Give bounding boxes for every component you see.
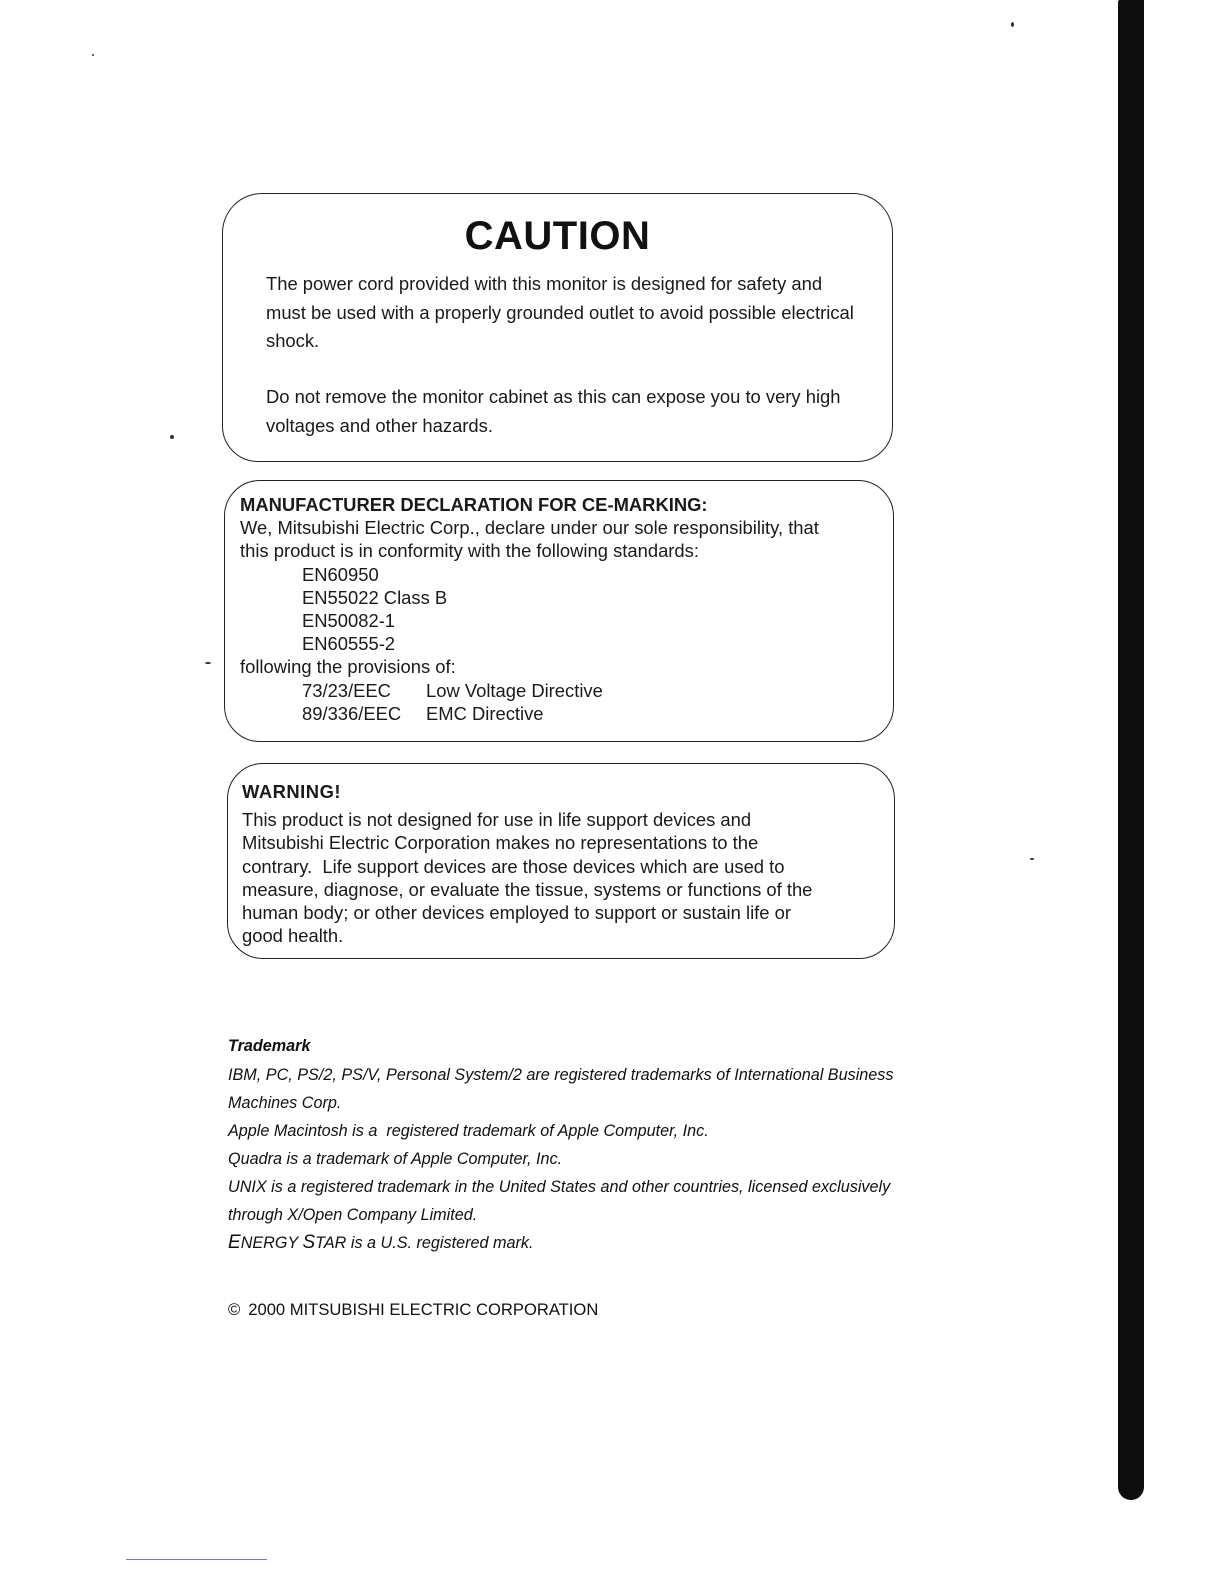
warning-title: WARNING! — [242, 781, 342, 802]
standard-item: EN50082-1 — [302, 610, 396, 632]
ce-declaration-title: MANUFACTURER DECLARATION FOR CE-MARKING: — [240, 494, 708, 515]
copyright-symbol: © — [228, 1300, 241, 1319]
copyright-line — [228, 1300, 598, 1320]
warning-line: contrary. Life support devices are those devices which are used to — [242, 855, 785, 877]
directive-item — [302, 702, 880, 725]
directive-code: 89/336/EEC — [302, 702, 402, 724]
ce-declaration-text: We, Mitsubishi Electric Corp., declare under our sole responsibility, that — [240, 517, 819, 539]
copyright-text: 2000 MITSUBISHI ELECTRIC CORPORATION — [248, 1300, 599, 1319]
scanner-edge-shadow — [1118, 0, 1144, 1500]
trademark-line: Machines Corp. — [228, 1094, 342, 1112]
warning-line: This product is not designed for use in life support devices and — [242, 809, 752, 831]
energy-star-line — [228, 1229, 958, 1257]
provisions-label: following the provisions of: — [240, 656, 456, 678]
caution-title: CAUTION — [464, 214, 651, 258]
warning-line: measure, diagnose, or evaluate the tissue, systems or functions of the — [242, 878, 813, 900]
scan-speck — [1011, 22, 1014, 27]
caution-box — [222, 193, 893, 462]
warning-line: Mitsubishi Electric Corporation makes no representations to the — [242, 832, 759, 854]
energy-star-text: is a U.S. registered mark. — [346, 1234, 534, 1252]
directive-code: 73/23/EEC — [302, 679, 391, 701]
warning-line: human body; or other devices employed to support or sustain life or — [242, 902, 791, 924]
energy-star-initial: E — [228, 1232, 241, 1253]
trademark-line: Apple Macintosh is a registered trademark of Apple Computer, Inc. — [228, 1122, 709, 1140]
directive-name: Low Voltage Directive — [426, 679, 603, 701]
standard-item: EN60555-2 — [302, 633, 396, 655]
trademark-line: UNIX is a registered trademark in the United States and other countries, licensed exclusively — [228, 1178, 891, 1196]
energy-star-text: NERGY — [240, 1234, 303, 1252]
scan-speck — [205, 662, 211, 664]
scan-line — [126, 1559, 267, 1560]
standard-item: EN60950 — [302, 563, 379, 585]
directive-name: EMC Directive — [426, 702, 544, 724]
trademark-line: through X/Open Company Limited. — [228, 1206, 478, 1224]
scan-speck — [1030, 858, 1034, 860]
trademark-title: Trademark — [228, 1037, 311, 1055]
directive-item — [302, 679, 880, 702]
standard-item: EN55022 Class B — [302, 586, 448, 608]
scan-speck — [170, 435, 174, 439]
warning-box — [227, 763, 895, 959]
caution-paragraph: Do not remove the monitor cabinet as this can expose you to very high voltages and other hazards. — [266, 386, 841, 436]
trademark-section — [228, 1032, 958, 1257]
energy-star-initial: S — [302, 1232, 316, 1253]
trademark-line: IBM, PC, PS/2, PS/V, Personal System/2 are registered trademarks of International Business — [228, 1066, 894, 1084]
trademark-line: Quadra is a trademark of Apple Computer, Inc. — [228, 1150, 563, 1168]
scan-speck — [92, 54, 94, 56]
ce-declaration-box — [224, 480, 894, 742]
caution-paragraph: The power cord provided with this monitor is designed for safety and must be used with a properly grounded outlet to avoid possible electrical shock. — [266, 273, 854, 351]
ce-declaration-text: this product is in conformity with the following standards: — [240, 540, 699, 562]
energy-star-text: TAR — [315, 1234, 347, 1252]
warning-line: good health. — [242, 925, 344, 947]
